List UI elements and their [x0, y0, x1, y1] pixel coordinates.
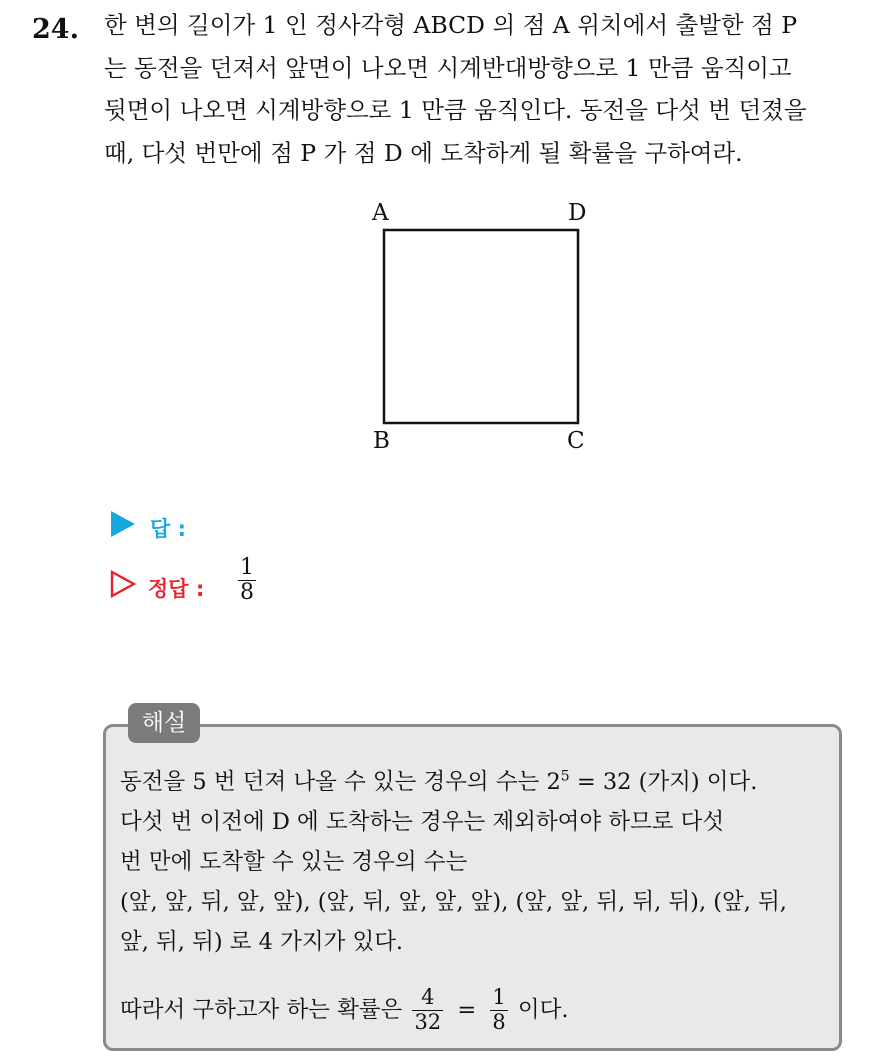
problem-number: 24.	[32, 14, 79, 45]
solution-line1-pre: 동전을 5 번 던져 나올 수 있는 경우의 수는 2	[120, 769, 561, 795]
solution-tag: 해설	[128, 703, 200, 743]
correct-answer-row	[110, 555, 254, 612]
vertex-label-b: B	[373, 428, 390, 454]
fraction-denominator: 32	[414, 1009, 442, 1034]
vertex-label-c: C	[567, 428, 585, 454]
fraction-numerator: 1	[492, 985, 506, 1010]
vertex-label-a: A	[372, 200, 389, 226]
filled-triangle-icon	[110, 509, 136, 539]
fraction-numerator: 1	[240, 555, 254, 580]
problem-line: 뒷면이 나오면 시계방향으로 1 만큼 움직인다. 동전을 다섯 번 던졌을	[104, 96, 807, 124]
solution-conclusion	[120, 974, 830, 1045]
solution-text	[120, 762, 830, 1045]
correct-answer-label: 정답 :	[148, 577, 205, 601]
answer-row	[110, 509, 186, 541]
solution-line: 앞, 뒤, 뒤) 로 4 가지가 있다.	[120, 929, 404, 955]
fraction-4-32	[412, 986, 443, 1033]
problem-line: 때, 다섯 번만에 점 P 가 점 D 에 도착하게 될 확률을 구하여라.	[104, 138, 743, 167]
square-figure	[360, 196, 600, 460]
square-abcd	[384, 230, 578, 423]
solution-box	[103, 724, 842, 1051]
problem-line: 한 변의 길이가 1 인 정사각형 ABCD 의 점 A 위치에서 출발한 점 P	[104, 11, 798, 39]
conclusion-end: 이다.	[517, 997, 569, 1023]
conclusion-text: 따라서 구하고자 하는 확률은	[120, 997, 403, 1023]
solution-line1-post: = 32 (가지) 이다.	[569, 769, 758, 795]
fraction-numerator: 4	[421, 985, 435, 1010]
problem-line: 는 동전을 던져서 앞면이 나오면 시계반대방향으로 1 만큼 움직이고	[104, 53, 792, 82]
answer-label: 답 :	[150, 517, 186, 541]
solution-line: 다섯 번 이전에 D 에 도착하는 경우는 제외하여야 하므로 다섯	[120, 809, 725, 835]
solution-line: (앞, 앞, 뒤, 앞, 앞), (앞, 뒤, 앞, 앞, 앞), (앞, 앞, 뒤, 뒤, 뒤), (앞, 뒤,	[120, 889, 787, 915]
vertex-label-d: D	[568, 200, 587, 226]
fraction-denominator: 8	[492, 1009, 506, 1034]
outline-triangle-icon	[110, 556, 136, 612]
solution-line: 번 만에 도착할 수 있는 경우의 수는	[120, 849, 468, 875]
solution-line	[120, 762, 830, 802]
fraction-1-8	[490, 986, 507, 1033]
correct-answer-fraction	[238, 556, 256, 605]
fraction-denominator: 8	[240, 580, 254, 606]
problem-text	[104, 4, 868, 174]
equals-sign: =	[457, 997, 477, 1023]
exponent: 5	[560, 768, 570, 785]
square-diagram	[360, 196, 600, 460]
